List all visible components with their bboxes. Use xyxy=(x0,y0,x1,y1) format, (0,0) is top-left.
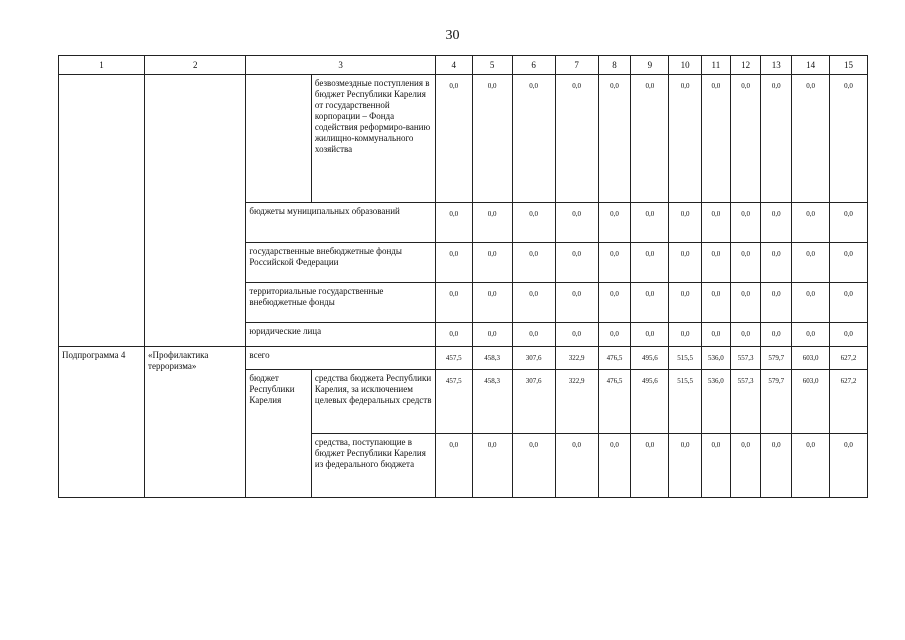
value-cell: 0,0 xyxy=(631,75,669,203)
value-cell: 0,0 xyxy=(669,203,702,243)
value-cell: 0,0 xyxy=(472,283,512,323)
value-cell: 0,0 xyxy=(512,323,555,347)
value-cell: 0,0 xyxy=(830,434,868,498)
value-cell: 0,0 xyxy=(435,434,472,498)
value-cell: 603,0 xyxy=(792,370,830,434)
value-cell: 0,0 xyxy=(512,75,555,203)
page-number: 30 xyxy=(445,28,460,43)
header-cell: 14 xyxy=(792,56,830,75)
value-cell: 0,0 xyxy=(631,243,669,283)
value-cell: 0,0 xyxy=(512,203,555,243)
value-cell: 515,5 xyxy=(669,370,702,434)
value-cell: 0,0 xyxy=(598,243,631,283)
value-cell: 0,0 xyxy=(792,203,830,243)
value-cell: 0,0 xyxy=(830,203,868,243)
header-cell: 13 xyxy=(761,56,792,75)
value-cell: 0,0 xyxy=(555,243,598,283)
value-cell: 627,2 xyxy=(830,370,868,434)
value-cell: 0,0 xyxy=(792,434,830,498)
value-cell: 0,0 xyxy=(730,203,761,243)
value-cell: 495,6 xyxy=(631,347,669,370)
value-cell: 457,5 xyxy=(435,347,472,370)
value-cell: 0,0 xyxy=(830,283,868,323)
value-cell: 0,0 xyxy=(472,75,512,203)
table-row xyxy=(59,347,868,370)
value-cell: 0,0 xyxy=(761,243,792,283)
header-cell: 12 xyxy=(730,56,761,75)
value-cell: 476,5 xyxy=(598,347,631,370)
value-cell: 458,3 xyxy=(472,347,512,370)
value-cell: 557,3 xyxy=(730,370,761,434)
value-cell: 0,0 xyxy=(792,75,830,203)
value-cell: 0,0 xyxy=(730,75,761,203)
table-row xyxy=(59,75,868,203)
budget-group-label: бюджет Республики Карелия xyxy=(246,370,312,498)
value-cell: 0,0 xyxy=(669,75,702,203)
value-cell: 0,0 xyxy=(761,203,792,243)
value-cell: 0,0 xyxy=(435,323,472,347)
value-cell: 0,0 xyxy=(702,203,731,243)
value-cell: 0,0 xyxy=(435,75,472,203)
empty-cell xyxy=(246,75,312,203)
value-cell: 0,0 xyxy=(830,323,868,347)
value-cell: 0,0 xyxy=(598,75,631,203)
row-label: средства бюджета Республики Карелия, за исключением целевых федеральных средств xyxy=(311,370,435,434)
header-cell: 3 xyxy=(246,56,435,75)
value-cell: 495,6 xyxy=(631,370,669,434)
value-cell: 476,5 xyxy=(598,370,631,434)
subprogram-number: Подпрограмма 4 xyxy=(59,347,145,498)
value-cell: 0,0 xyxy=(730,323,761,347)
row-label: территориальные государственные внебюджетные фонды xyxy=(246,283,435,323)
header-cell: 8 xyxy=(598,56,631,75)
value-cell: 0,0 xyxy=(761,323,792,347)
value-cell: 0,0 xyxy=(669,434,702,498)
value-cell: 0,0 xyxy=(792,243,830,283)
value-cell: 0,0 xyxy=(555,434,598,498)
value-cell: 579,7 xyxy=(761,370,792,434)
row-label: средства, поступающие в бюджет Республики Карелия из федерального бюджета xyxy=(311,434,435,498)
value-cell: 515,5 xyxy=(669,347,702,370)
value-cell: 0,0 xyxy=(830,75,868,203)
header-cell: 9 xyxy=(631,56,669,75)
value-cell: 0,0 xyxy=(598,323,631,347)
value-cell: 0,0 xyxy=(435,203,472,243)
value-cell: 0,0 xyxy=(555,323,598,347)
value-cell: 0,0 xyxy=(555,75,598,203)
value-cell: 0,0 xyxy=(512,243,555,283)
subprogram-title: «Профилактика терроризма» xyxy=(145,347,246,498)
value-cell: 0,0 xyxy=(631,283,669,323)
value-cell: 0,0 xyxy=(631,203,669,243)
value-cell: 0,0 xyxy=(555,203,598,243)
row-label: всего xyxy=(246,347,435,370)
value-cell: 579,7 xyxy=(761,347,792,370)
header-cell: 1 xyxy=(59,56,145,75)
header-cell: 2 xyxy=(145,56,246,75)
header-cell: 5 xyxy=(472,56,512,75)
empty-cell xyxy=(59,75,145,347)
value-cell: 307,6 xyxy=(512,347,555,370)
value-cell: 0,0 xyxy=(730,243,761,283)
value-cell: 0,0 xyxy=(435,283,472,323)
value-cell: 0,0 xyxy=(598,434,631,498)
value-cell: 0,0 xyxy=(761,283,792,323)
value-cell: 0,0 xyxy=(472,203,512,243)
value-cell: 536,0 xyxy=(702,370,731,434)
value-cell: 0,0 xyxy=(702,283,731,323)
header-cell: 6 xyxy=(512,56,555,75)
value-cell: 0,0 xyxy=(830,243,868,283)
value-cell: 0,0 xyxy=(598,203,631,243)
value-cell: 0,0 xyxy=(435,243,472,283)
financing-table xyxy=(58,55,868,498)
value-cell: 0,0 xyxy=(512,283,555,323)
value-cell: 0,0 xyxy=(702,434,731,498)
value-cell: 0,0 xyxy=(472,323,512,347)
value-cell: 0,0 xyxy=(792,323,830,347)
value-cell: 536,0 xyxy=(702,347,731,370)
value-cell: 0,0 xyxy=(631,323,669,347)
value-cell: 0,0 xyxy=(702,323,731,347)
row-label: бюджеты муниципальных образований xyxy=(246,203,435,243)
value-cell: 0,0 xyxy=(761,434,792,498)
header-cell: 7 xyxy=(555,56,598,75)
header-cell: 4 xyxy=(435,56,472,75)
value-cell: 307,6 xyxy=(512,370,555,434)
value-cell: 0,0 xyxy=(512,434,555,498)
value-cell: 0,0 xyxy=(472,434,512,498)
row-label: безвозмездные поступления в бюджет Республики Карелия от государственной корпорации – Фонда содействия реформиро-ванию жилищно-коммунального хозяйства xyxy=(311,75,435,203)
value-cell: 0,0 xyxy=(472,243,512,283)
value-cell: 627,2 xyxy=(830,347,868,370)
empty-cell xyxy=(145,75,246,347)
value-cell: 458,3 xyxy=(472,370,512,434)
value-cell: 0,0 xyxy=(669,323,702,347)
value-cell: 0,0 xyxy=(702,75,731,203)
value-cell: 457,5 xyxy=(435,370,472,434)
value-cell: 0,0 xyxy=(792,283,830,323)
value-cell: 0,0 xyxy=(761,75,792,203)
value-cell: 557,3 xyxy=(730,347,761,370)
value-cell: 0,0 xyxy=(555,283,598,323)
value-cell: 0,0 xyxy=(669,243,702,283)
header-cell: 15 xyxy=(830,56,868,75)
row-label: юридические лица xyxy=(246,323,435,347)
value-cell: 322,9 xyxy=(555,370,598,434)
header-cell: 11 xyxy=(702,56,731,75)
value-cell: 603,0 xyxy=(792,347,830,370)
value-cell: 0,0 xyxy=(730,283,761,323)
header-row xyxy=(59,56,868,75)
value-cell: 0,0 xyxy=(702,243,731,283)
header-cell: 10 xyxy=(669,56,702,75)
value-cell: 0,0 xyxy=(598,283,631,323)
value-cell: 0,0 xyxy=(730,434,761,498)
value-cell: 322,9 xyxy=(555,347,598,370)
row-label: государственные внебюджетные фонды Российской Федерации xyxy=(246,243,435,283)
value-cell: 0,0 xyxy=(631,434,669,498)
value-cell: 0,0 xyxy=(669,283,702,323)
